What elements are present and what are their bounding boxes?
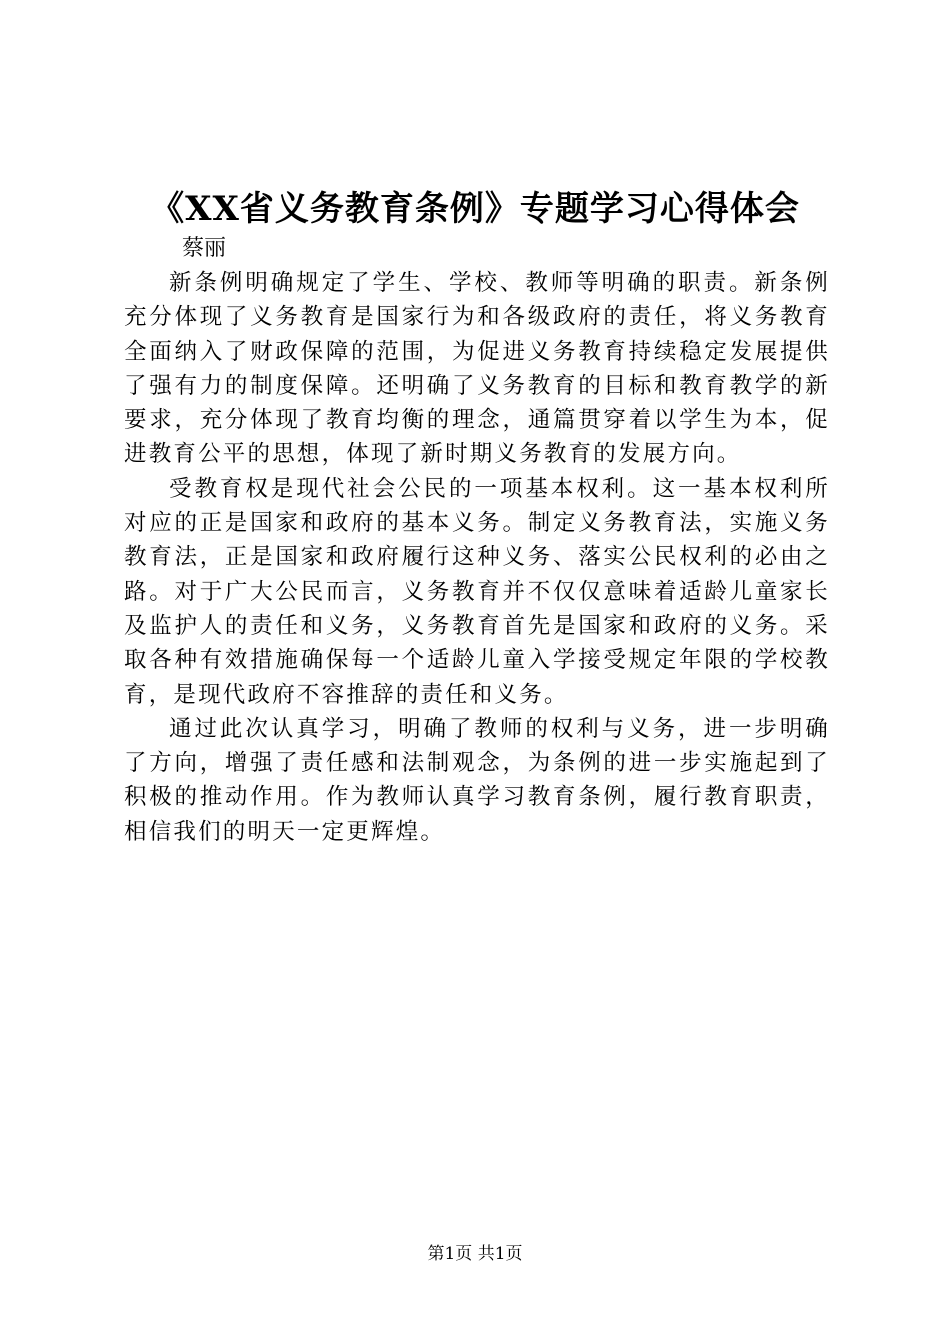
author-name: 蔡丽	[182, 236, 227, 261]
document-body	[124, 266, 830, 849]
paragraph-3: 通过此次认真学习，明确了教师的权利与义务，进一步明确了方向，增强了责任感和法制观念，为条例的进一步实施起到了积极的推动作用。作为教师认真学习教育条例，履行教育职责，相信我们的明天一定更辉煌。	[124, 715, 830, 845]
paragraph-1: 新条例明确规定了学生、学校、教师等明确的职责。新条例充分体现了义务教育是国家行为和各级政府的责任，将义务教育全面纳入了财政保障的范围，为促进义务教育持续稳定发展提供了强有力的制度保障。还明确了义务教育的目标和教育教学的新要求，充分体现了教育均衡的理念，通篇贯穿着以学生为本，促进教育公平的思想，体现了新时期义务教育的发展方向。	[124, 270, 830, 468]
page-total: 共1页	[477, 1244, 523, 1264]
document-title: 《XX省义务教育条例》专题学习心得体会	[150, 189, 800, 229]
page-footer	[0, 1242, 950, 1266]
paragraph-2: 受教育权是现代社会公民的一项基本权利。这一基本权利所对应的正是国家和政府的基本义务。制定义务教育法，实施义务教育法，正是国家和政府履行这种义务、落实公民权利的必由之路。对于广大公民而言，义务教育并不仅仅意味着适龄儿童家长及监护人的责任和义务，义务教育首先是国家和政府的义务。采取各种有效措施确保每一个适龄儿童入学接受规定年限的学校教育，是现代政府不容推辞的责任和义务。	[124, 475, 830, 708]
page-number: 第1页	[427, 1244, 473, 1264]
